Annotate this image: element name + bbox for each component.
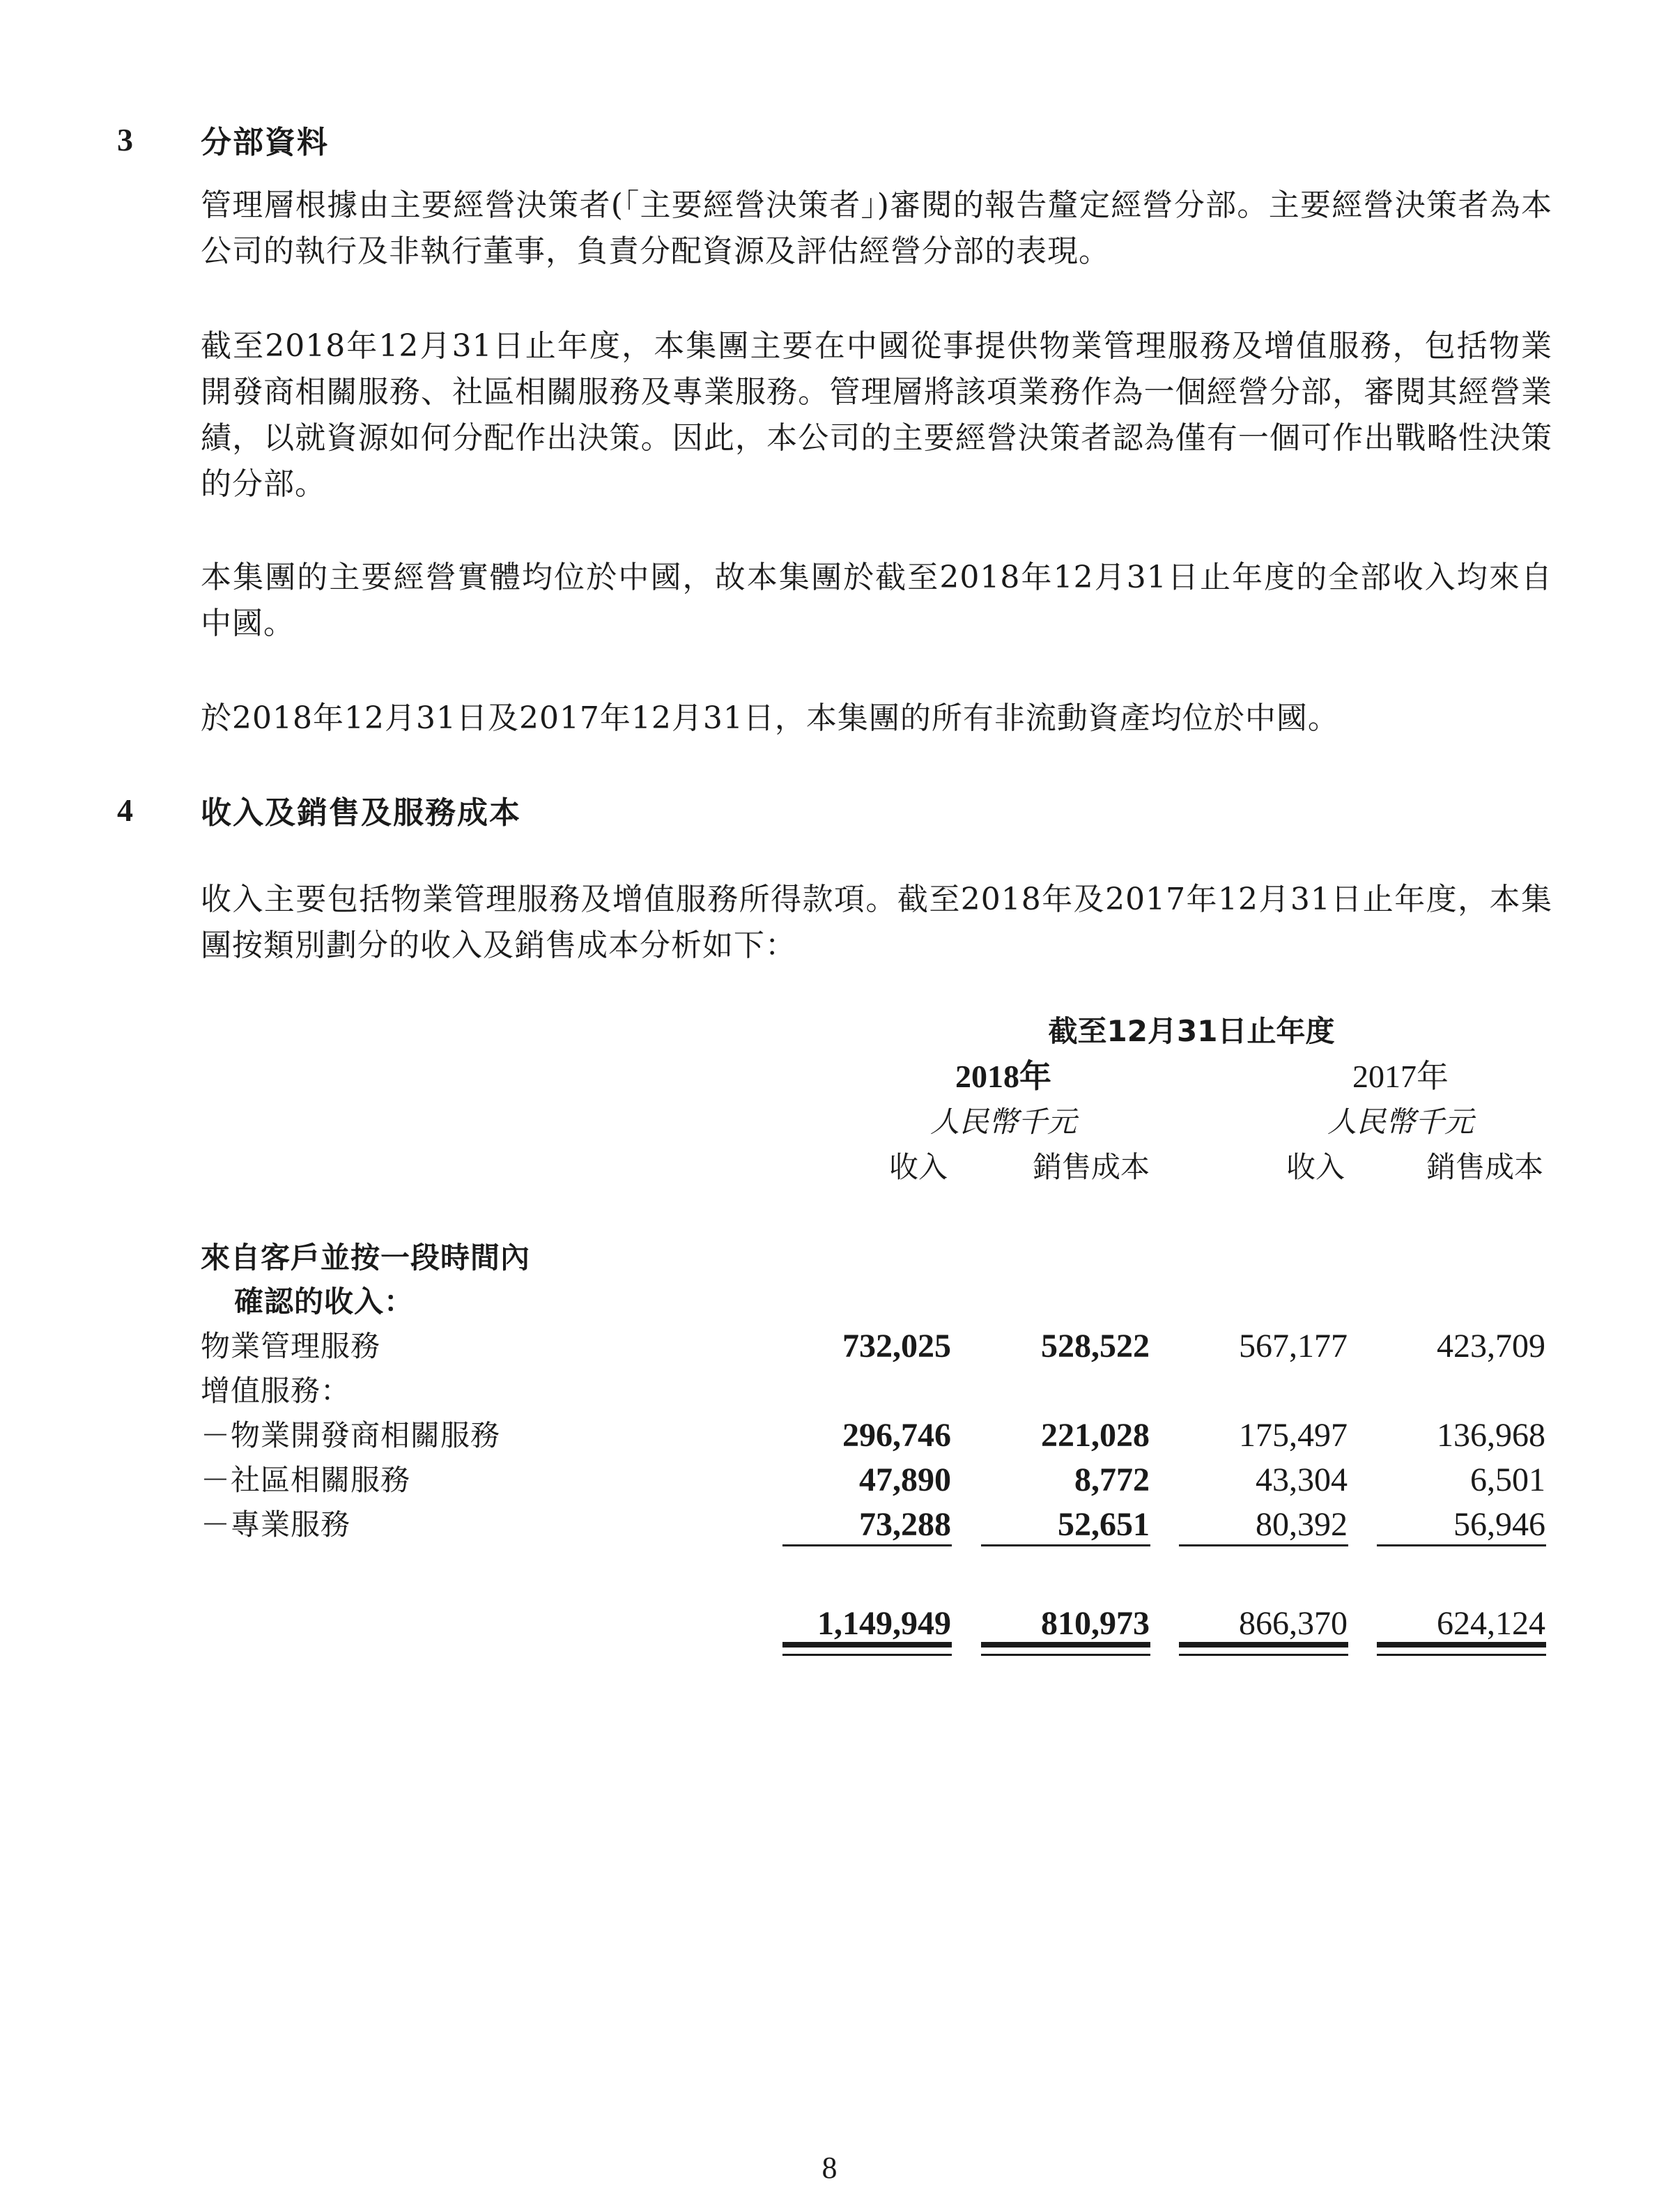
total-rule	[1377, 1642, 1546, 1648]
group-label: 來自客戶並按一段時間內	[201, 1241, 531, 1275]
section-3-heading	[117, 118, 329, 160]
subtotal-rule	[782, 1544, 952, 1546]
cell-revenue-2018: 47,890	[859, 1461, 951, 1498]
year-header-2017: 2017年	[1352, 1059, 1449, 1094]
paragraph: 本集團的主要經營實體均位於中國，故本集團於截至2018年12月31日止年度的全部收入均來自中國。	[201, 560, 1552, 641]
cell-revenue-2018: 73,288	[859, 1506, 951, 1543]
paragraph: 截至2018年12月31日止年度，本集團主要在中國從事提供物業管理服務及增值服務，包括物業開發商相關服務、社區相關服務及專業服務。管理層將該項業務作為一個經營分部，審閱其經營業績，以就資源如何分配作出決策。因此，本公司的主要經營決策者認為僅有一個可作出戰略性決策的分部。	[201, 328, 1552, 502]
unit-label-2018: 人民幣千元	[929, 1105, 1077, 1139]
section-4-heading	[117, 789, 521, 831]
subtotal-rule	[981, 1544, 1150, 1546]
total-revenue-2018: 1,149,949	[817, 1605, 951, 1642]
group-label-continued: 確認的收入：	[234, 1284, 415, 1319]
subtotal-rule	[1377, 1544, 1546, 1546]
cell-cost-2018: 528,522	[1041, 1328, 1150, 1365]
total-rule	[1179, 1642, 1348, 1648]
cell-cost-2017: 56,946	[1453, 1506, 1545, 1543]
total-revenue-2017: 866,370	[1239, 1605, 1348, 1642]
section-number: 4	[117, 792, 133, 828]
subtotal-rule	[1179, 1544, 1348, 1546]
column-header-revenue-2018: 收入	[888, 1150, 948, 1184]
cell-revenue-2018: 296,746	[842, 1417, 951, 1454]
row-label: －物業開發商相關服務	[201, 1418, 501, 1452]
paragraph: 管理層根據由主要經營決策者(「主要經營決策者」)審閱的報告釐定經營分部。主要經營決策者為本公司的執行及非執行董事，負責分配資源及評估經營分部的表現。	[201, 187, 1552, 269]
total-rule-lower	[782, 1654, 952, 1656]
total-rule-lower	[981, 1654, 1150, 1656]
paragraph: 於2018年12月31日及2017年12月31日，本集團的所有非流動資產均位於中國。	[201, 700, 1339, 736]
total-rule-lower	[1179, 1654, 1348, 1656]
cell-revenue-2018: 732,025	[842, 1328, 951, 1365]
total-rule	[782, 1642, 952, 1648]
section-title: 收入及銷售及服務成本	[201, 795, 521, 831]
cell-revenue-2017: 80,392	[1256, 1506, 1348, 1543]
cell-cost-2018: 221,028	[1041, 1417, 1150, 1454]
cell-revenue-2017: 567,177	[1239, 1328, 1348, 1365]
cell-cost-2017: 136,968	[1437, 1417, 1545, 1454]
row-label: －專業服務	[201, 1507, 351, 1542]
column-header-revenue-2017: 收入	[1286, 1150, 1345, 1184]
cell-revenue-2017: 175,497	[1239, 1417, 1348, 1454]
cell-cost-2018: 52,651	[1058, 1506, 1150, 1543]
paragraph: 收入主要包括物業管理服務及增值服務所得款項。截至2018年及2017年12月31日止年度，本集團按類別劃分的收入及銷售成本分析如下：	[201, 882, 1552, 963]
total-cost-2017: 624,124	[1437, 1605, 1545, 1642]
row-label: －社區相關服務	[201, 1463, 411, 1497]
cell-cost-2017: 6,501	[1470, 1461, 1545, 1498]
total-rule	[981, 1642, 1150, 1648]
page-number: 8	[821, 2151, 838, 2185]
column-header-cost-2018: 銷售成本	[1032, 1150, 1150, 1184]
row-label: 增值服務：	[201, 1374, 351, 1408]
column-header-cost-2017: 銷售成本	[1426, 1150, 1543, 1184]
total-cost-2018: 810,973	[1041, 1605, 1150, 1642]
cell-revenue-2017: 43,304	[1256, 1461, 1348, 1498]
total-rule-lower	[1377, 1654, 1546, 1656]
section-title: 分部資料	[201, 125, 329, 160]
cell-cost-2018: 8,772	[1074, 1461, 1150, 1498]
section-number: 3	[117, 121, 133, 158]
unit-label-2017: 人民幣千元	[1327, 1105, 1474, 1139]
row-label: 物業管理服務	[201, 1329, 381, 1363]
year-header-2018: 2018年	[955, 1059, 1051, 1094]
period-header: 截至12月31日止年度	[1048, 1014, 1335, 1048]
cell-cost-2017: 423,709	[1437, 1328, 1545, 1365]
